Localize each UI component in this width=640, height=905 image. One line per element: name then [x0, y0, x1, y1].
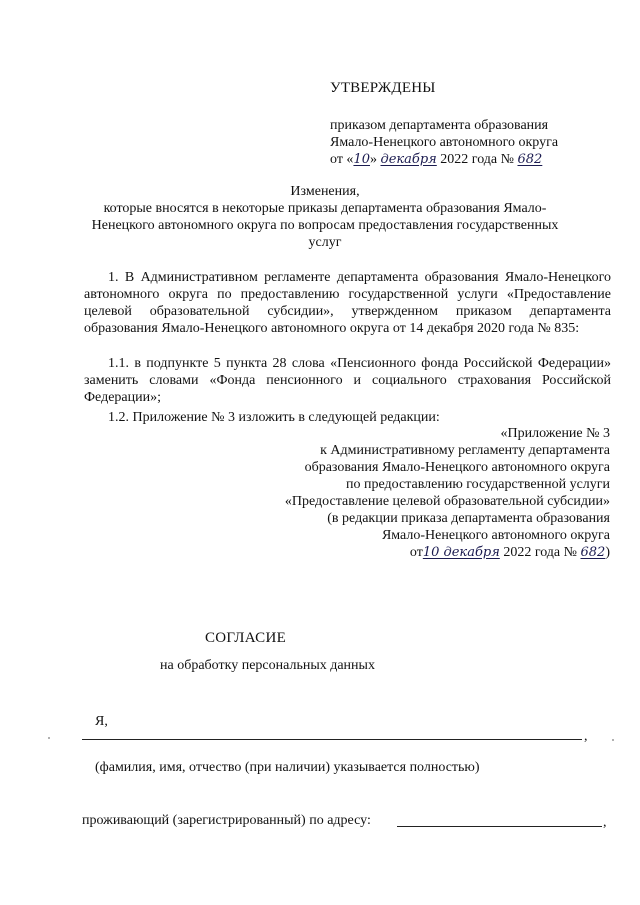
- ya-label: Я,: [95, 714, 108, 729]
- name-line-comma: ,: [584, 729, 588, 744]
- order-number-handwritten: 682: [517, 152, 543, 167]
- paragraph-1-2: [84, 409, 611, 426]
- full-name-hint: (фамилия, имя, отчество (при наличии) указывается полностью): [95, 760, 480, 775]
- appendix-line-7: Ямало-Ненецкого автономного округа: [381, 528, 610, 543]
- consent-title: СОГЛАСИЕ: [205, 630, 287, 646]
- address-blank-line[interactable]: [397, 826, 602, 827]
- paragraph-1-text: 1. В Административном регламенте департамента образования Ямало-Ненецкого автономного округа по предоставлению государственной услуги «Предоставление целевой образовательной субсидии», утвержденном приказом департамента образования Ямало-Ненецкого автономного округа от 14 декабря 2020 года № 835:: [84, 270, 611, 336]
- appendix-number-handwritten: 682: [580, 545, 606, 560]
- address-label: проживающий (зарегистрированный) по адресу:: [82, 813, 371, 828]
- paragraph-1: [84, 269, 611, 337]
- paragraph-1-1-text: 1.1. в подпункте 5 пункта 28 слова «Пенсионного фонда Российской Федерации» заменить словами «Фонда пенсионного и социального страхования Российской Федерации»;: [84, 356, 611, 405]
- order-line-2: Ямало-Ненецкого автономного округа: [330, 135, 559, 150]
- changes-line-3: услуг: [308, 235, 342, 250]
- order-reference: [330, 117, 590, 168]
- order-quote: »: [369, 152, 381, 167]
- appendix-line-6: (в редакции приказа департамента образования: [327, 511, 610, 526]
- appendix-closing-paren: ): [605, 545, 610, 560]
- address-line-comma: ,: [603, 815, 607, 830]
- changes-heading: [60, 183, 590, 251]
- paragraph-1-1: [84, 355, 611, 406]
- appendix-line-5: «Предоставление целевой образовательной субсидии»: [284, 494, 610, 509]
- order-day-handwritten: 10: [353, 152, 370, 167]
- changes-line-1: которые вносятся в некоторые приказы департамента образования Ямало-: [103, 201, 547, 216]
- scan-speck: [612, 739, 614, 741]
- appendix-date-handwritten: 10 декабря: [422, 545, 500, 560]
- appendix-year: 2022 года №: [499, 545, 577, 560]
- order-year: 2022 года №: [436, 152, 514, 167]
- appendix-from-label: от: [409, 545, 423, 560]
- consent-subtitle: на обработку персональных данных: [160, 658, 375, 673]
- order-from-label: от «: [330, 152, 354, 167]
- paragraph-1-2-text: 1.2. Приложение № 3 изложить в следующей редакции:: [108, 410, 440, 425]
- appendix-date-line: [250, 544, 610, 561]
- changes-title: Изменения,: [290, 184, 360, 199]
- appendix-line-2: к Административному регламенту департамента: [320, 443, 610, 458]
- approved-heading: УТВЕРЖДЕНЫ: [330, 80, 436, 96]
- order-month-handwritten: декабря: [380, 152, 437, 167]
- appendix-block: [250, 425, 610, 561]
- full-name-blank-line[interactable]: [82, 739, 582, 740]
- order-line-1: приказом департамента образования: [330, 118, 549, 133]
- order-date-line: [330, 151, 590, 168]
- appendix-line-1: «Приложение № 3: [500, 426, 610, 441]
- appendix-line-4: по предоставлению государственной услуги: [346, 477, 610, 492]
- changes-line-2: Ненецкого автономного округа по вопросам предоставления государственных: [91, 218, 559, 233]
- appendix-line-3: образования Ямало-Ненецкого автономного округа: [304, 460, 610, 475]
- scan-speck: [48, 737, 50, 739]
